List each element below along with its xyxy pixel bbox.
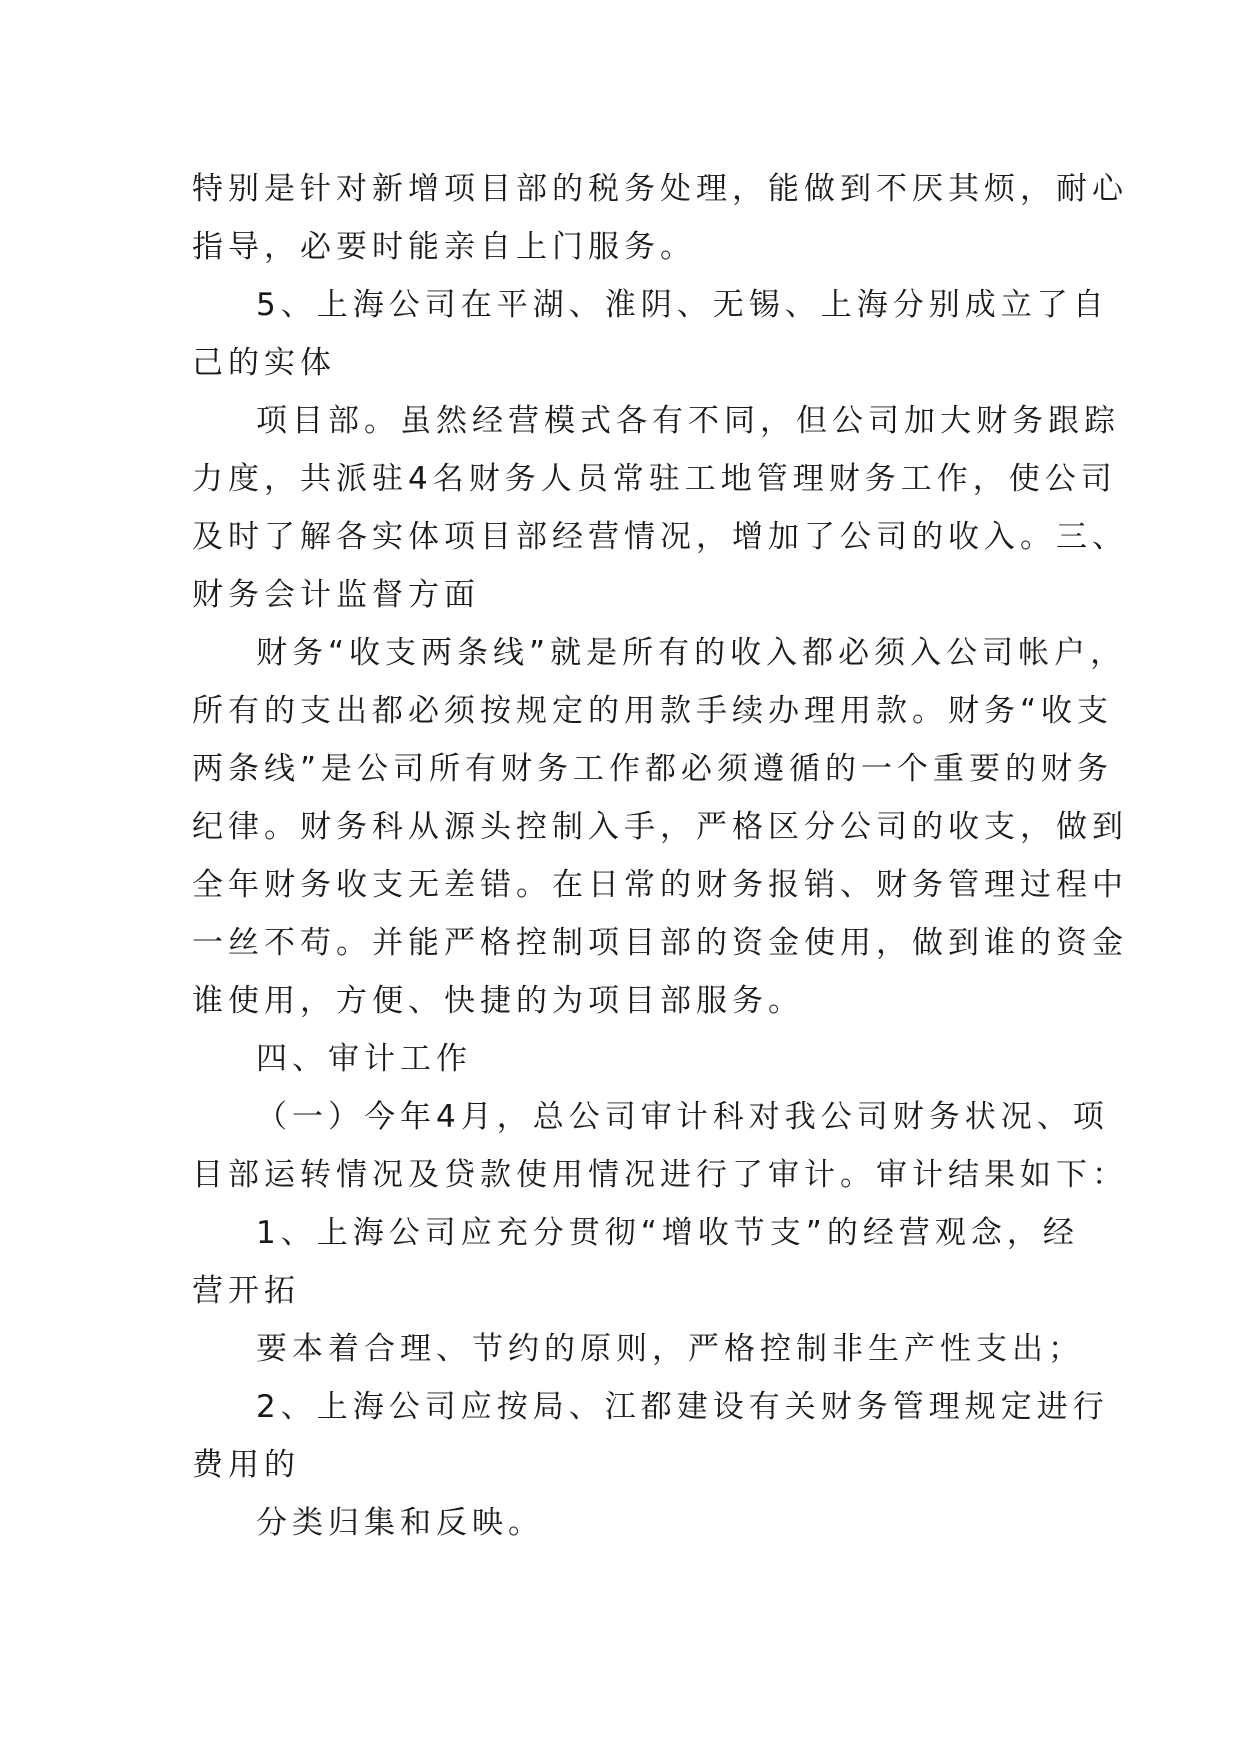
text-line: 1、上海公司应充分贯彻“增收节支”的经营观念，经 bbox=[256, 1215, 1079, 1251]
text-line: 分类归集和反映。 bbox=[256, 1505, 544, 1541]
text-line: 一丝不苟。并能严格控制项目部的资金使用，做到谁的资金 bbox=[192, 925, 1128, 961]
text-line: 己的实体 bbox=[192, 345, 336, 381]
text-line: 两条线”是公司所有财务工作都必须遵循的一个重要的财务 bbox=[192, 751, 1114, 787]
text-line: 财务“收支两条线”就是所有的收入都必须入公司帐户， bbox=[256, 635, 1127, 671]
text-line: 要本着合理、节约的原则，严格控制非生产性支出； bbox=[256, 1331, 1084, 1367]
text-line: 费用的 bbox=[192, 1447, 300, 1483]
text-line: 2、上海公司应按局、江都建设有关财务管理规定进行 bbox=[256, 1389, 1109, 1425]
text-line: 及时了解各实体项目部经营情况，增加了公司的收入。三、 bbox=[192, 519, 1128, 555]
section-heading: 四、审计工作 bbox=[256, 1041, 472, 1077]
text-line: 谁使用，方便、快捷的为项目部服务。 bbox=[192, 983, 804, 1019]
text-line: 目部运转情况及贷款使用情况进行了审计。审计结果如下： bbox=[192, 1157, 1128, 1193]
text-line: 指导，必要时能亲自上门服务。 bbox=[192, 229, 696, 265]
text-line: 特别是针对新增项目部的税务处理，能做到不厌其烦，耐心 bbox=[192, 171, 1128, 207]
text-line: 项目部。虽然经营模式各有不同，但公司加大财务跟踪 bbox=[256, 403, 1120, 439]
text-line: 5、上海公司在平湖、淮阴、无锡、上海分别成立了自 bbox=[256, 287, 1109, 323]
text-line: 营开拓 bbox=[192, 1273, 300, 1309]
text-line: （一）今年4月，总公司审计科对我公司财务状况、项 bbox=[256, 1099, 1109, 1135]
text-line: 力度，共派驻4名财务人员常驻工地管理财务工作，使公司 bbox=[192, 461, 1117, 497]
text-line: 财务会计监督方面 bbox=[192, 577, 480, 613]
body-text bbox=[192, 160, 1128, 1552]
text-line: 所有的支出都必须按规定的用款手续办理用款。财务“收支 bbox=[192, 693, 1114, 729]
text-line: 全年财务收支无差错。在日常的财务报销、财务管理过程中 bbox=[192, 867, 1128, 903]
text-line: 纪律。财务科从源头控制入手，严格区分公司的收支，做到 bbox=[192, 809, 1128, 845]
